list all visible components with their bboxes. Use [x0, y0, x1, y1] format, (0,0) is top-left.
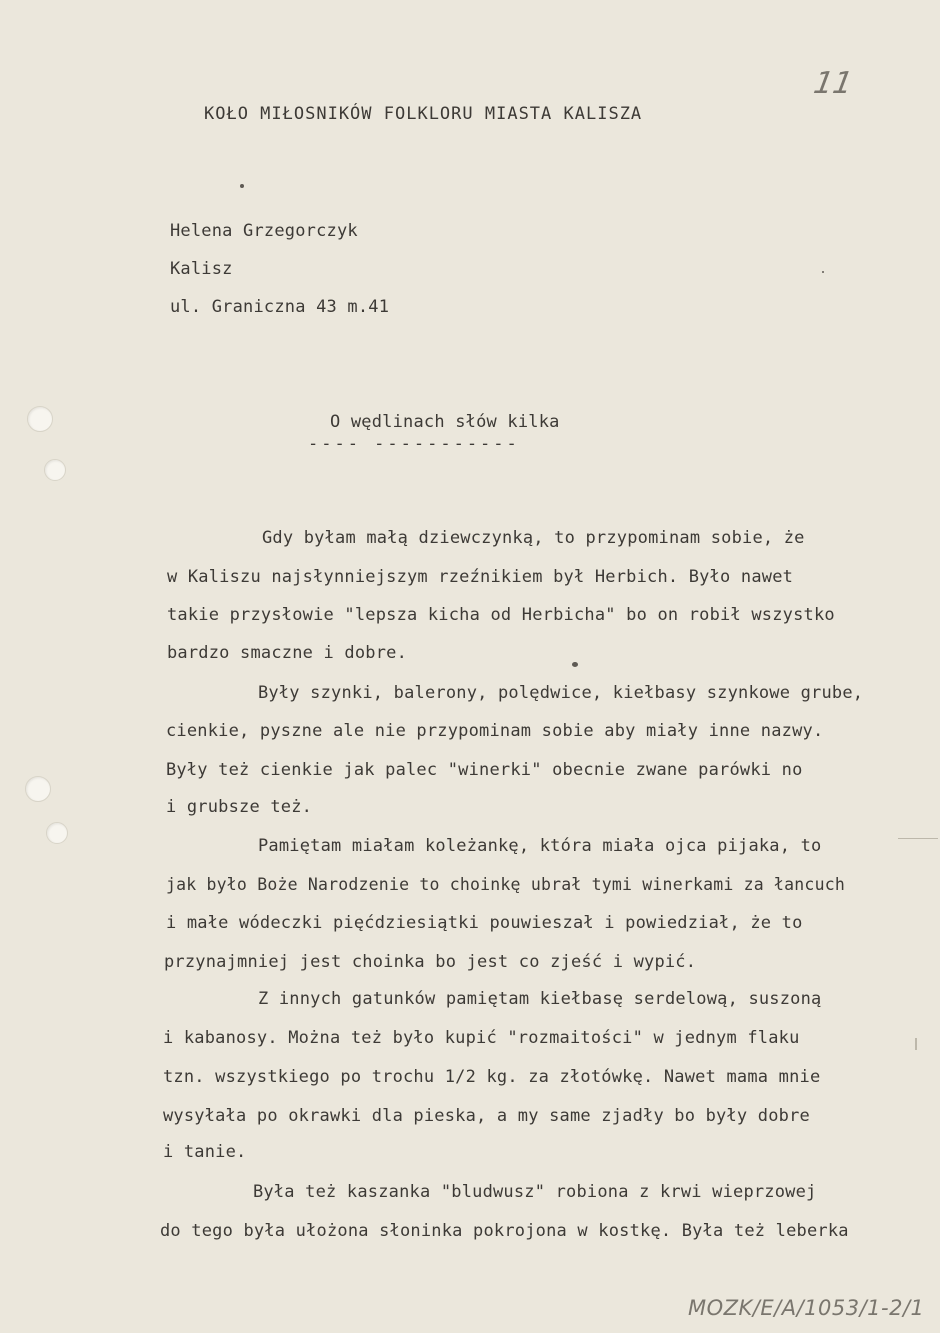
- body-line: bardzo smaczne i dobre.: [167, 643, 408, 663]
- body-line: Z innych gatunków pamiętam kiełbasę serdelową, suszoną: [258, 989, 822, 1009]
- body-line: Pamiętam miałam koleżankę, która miała ojca pijaka, to: [258, 836, 822, 856]
- archive-reference: MOZK/E/A/1053/1-2/1: [688, 1296, 925, 1320]
- body-line: wysyłała po okrawki dla pieska, a my same zjadły bo były dobre: [163, 1106, 810, 1126]
- body-line: i małe wódeczki pięćdziesiątki pouwieszał i powiedział, że to: [166, 913, 803, 933]
- document-title: O wędlinach słów kilka: [330, 412, 560, 432]
- body-line: cienkie, pyszne ale nie przypominam sobie aby miały inne nazwy.: [166, 721, 824, 741]
- body-line: Była też kaszanka "bludwusz" robiona z krwi wieprzowej: [253, 1182, 817, 1202]
- punch-hole: [44, 459, 66, 481]
- margin-mark: [898, 838, 938, 839]
- organization-header: KOŁO MIŁOSNIKÓW FOLKLORU MIASTA KALISZA: [204, 104, 643, 124]
- body-line: i tanie.: [163, 1142, 247, 1162]
- author-city: Kalisz: [170, 259, 233, 279]
- body-line: Były szynki, balerony, polędwice, kiełbasy szynkowe grube,: [258, 683, 864, 703]
- body-line: Gdy byłam małą dziewczynką, to przypominam sobie, że: [262, 528, 805, 548]
- body-line: jak było Boże Narodzenie to choinkę ubrał tymi winerkami za łancuch: [166, 875, 845, 894]
- body-line: w Kaliszu najsłynniejszym rzeźnikiem był Herbich. Było nawet: [167, 567, 794, 587]
- ink-speck: [572, 662, 578, 667]
- body-line: i grubsze też.: [166, 797, 313, 817]
- body-line: i kabanosy. Można też było kupić "rozmaitości" w jednym flaku: [163, 1028, 800, 1048]
- body-line: takie przysłowie "lepsza kicha od Herbicha" bo on robił wszystko: [167, 605, 835, 625]
- margin-mark: [915, 1038, 917, 1050]
- punch-hole: [27, 406, 53, 432]
- ink-speck: [240, 184, 244, 188]
- author-name: Helena Grzegorczyk: [170, 221, 358, 241]
- punch-hole: [46, 822, 68, 844]
- body-line: do tego była ułożona słoninka pokrojona w kostkę. Była też leberka: [160, 1221, 849, 1241]
- title-underline: ---- -----------: [308, 434, 520, 454]
- body-line: Były też cienkie jak palec "winerki" obecnie zwane parówki no: [166, 760, 803, 780]
- punch-hole: [25, 776, 51, 802]
- body-line: tzn. wszystkiego po trochu 1/2 kg. za złotówkę. Nawet mama mnie: [163, 1067, 821, 1087]
- body-line: przynajmniej jest choinka bo jest co zjeść i wypić.: [164, 952, 697, 972]
- author-street: ul. Graniczna 43 m.41: [170, 297, 390, 317]
- ink-speck: [822, 271, 824, 273]
- handwritten-page-number: 11: [810, 66, 856, 101]
